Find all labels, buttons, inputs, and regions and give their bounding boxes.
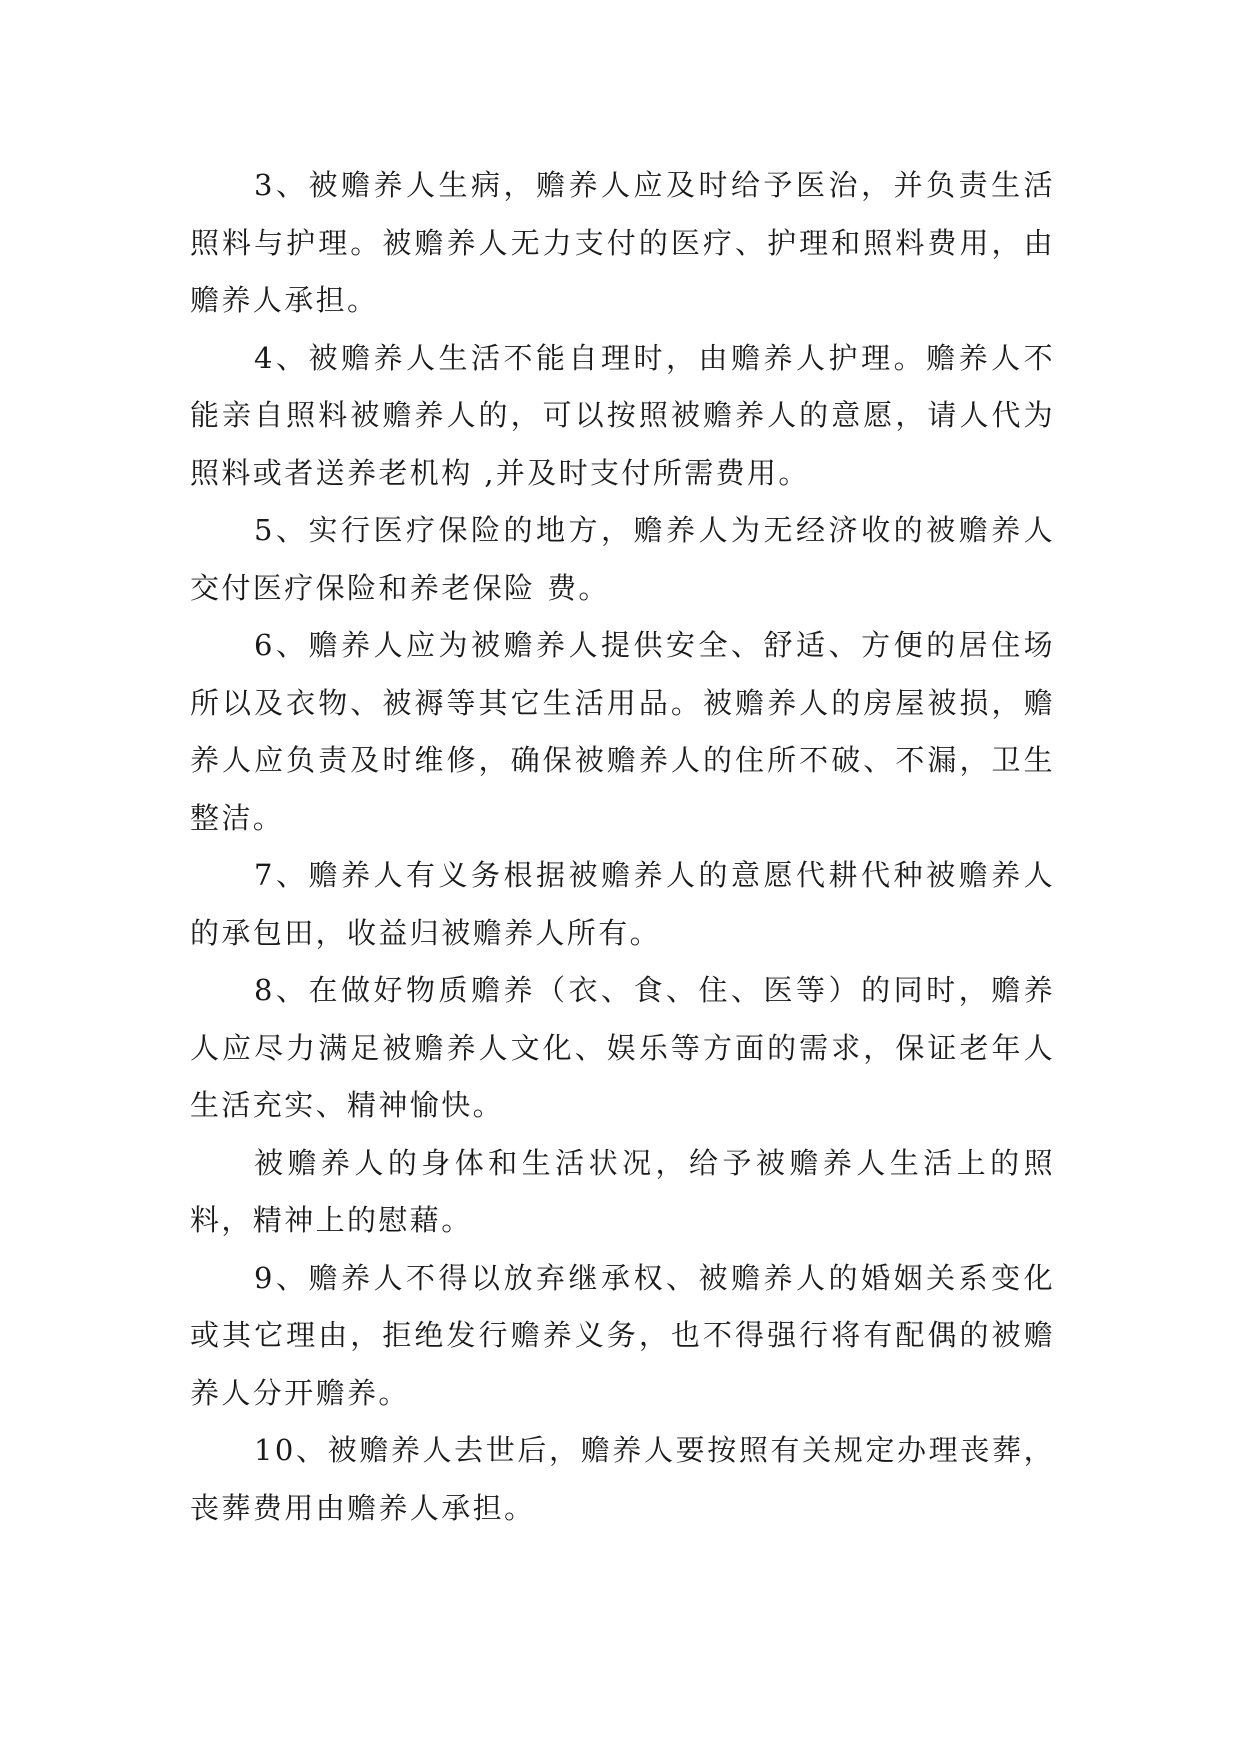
paragraph-item-10: 10、被赡养人去世后，赡养人要按照有关规定办理丧葬，丧葬费用由赡养人承担。: [190, 1433, 1055, 1525]
paragraph-item-8: 8、在做好物质赡养（衣、食、住、医等）的同时，赡养人应尽力满足被赡养人文化、娱乐等方面的需求，保证老年人生活充实、精神愉快。: [190, 973, 1055, 1122]
paragraph-item-3: 3、被赡养人生病，赡养人应及时给予医治，并负责生活照料与护理。被赡养人无力支付的医疗、护理和照料费用，由赡养人承担。: [190, 168, 1055, 317]
paragraph-item-8-continued: 被赡养人的身体和生活状况，给予被赡养人生活上的照料，精神上的慰藉。: [190, 1145, 1055, 1237]
paragraph-item-9: 9、赡养人不得以放弃继承权、被赡养人的婚姻关系变化或其它理由，拒绝发行赡养义务，也不得强行将有配偶的被赡养人分开赡养。: [190, 1260, 1055, 1410]
document-body: [190, 157, 1055, 1537]
paragraph-item-6: 6、赡养人应为被赡养人提供安全、舒适、方便的居住场所以及衣物、被褥等其它生活用品。被赡养人的房屋被损，赡养人应负责及时维修，确保被赡养人的住所不破、不漏，卫生整洁。: [190, 628, 1055, 835]
paragraph-item-4: 4、被赡养人生活不能自理时，由赡养人护理。赡养人不能亲自照料被赡养人的，可以按照被赡养人的意愿，请人代为照料或者送养老机构 ,并及时支付所需费用。: [190, 340, 1055, 490]
paragraph-item-5: 5、实行医疗保险的地方，赡养人为无经济收的被赡养人交付医疗保险和养老保险 费。: [190, 513, 1055, 605]
paragraph-item-7: 7、赡养人有义务根据被赡养人的意愿代耕代种被赡养人的承包田，收益归被赡养人所有。: [190, 858, 1055, 950]
